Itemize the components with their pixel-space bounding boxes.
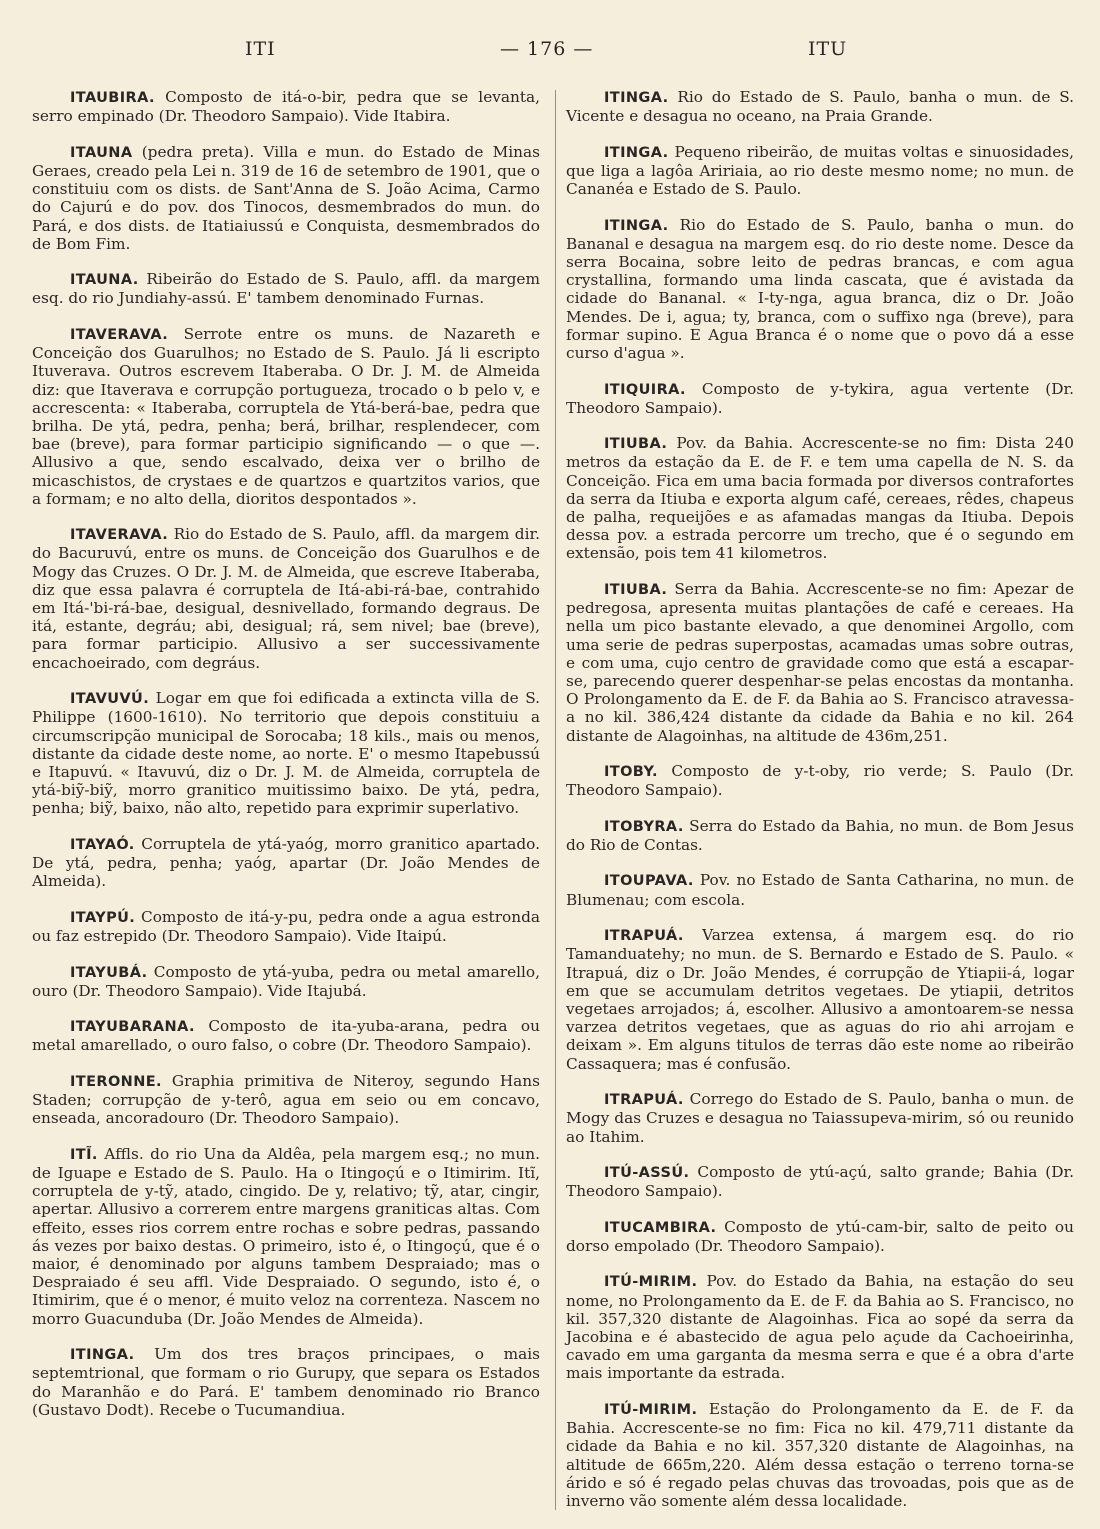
entry-text: Serra do Estado da Bahia, no mun. de Bom Jesus do Rio de Contas. [566,816,1074,854]
entry-headword: ITIUBA. [604,581,668,598]
dictionary-entry [566,926,1074,1073]
entry-headword: ITAUNA [70,144,133,161]
dictionary-entry [32,1345,540,1419]
entry-text: Composto de ita-yuba-arana, pedra ou metal amarellado, o ouro falso, o cobre (Dr. Theodoro Sampaio). [32,1017,540,1055]
dictionary-entry [566,1400,1074,1510]
dictionary-entry [566,1218,1074,1255]
dictionary-entry [32,143,540,253]
entry-headword: ITOUPAVA. [604,873,694,890]
entry-text: Graphia primitiva de Niteroy, segundo Hans Staden; corrupção de y-terô, agua em seio ou em concavo, enseada, ancoradouro (Dr. Theodoro Sampaio). [32,1071,540,1128]
entry-text: (pedra preta). Villa e mun. do Estado de Minas Geraes, creado pela Lei n. 319 de 16 de setembro de 1901, que o constituiu com os dists. de Sant'Anna de S. João Acima, Carmo do Cajurú e do pov. dos Tinocos, desmembrados do mun. do Pará, e dos dists. de Itatiaiussú e Conquista, desmembrados do de Bom Fim. [32,142,540,253]
entry-text: Serrote entre os muns. de Nazareth e Conceição dos Guarulhos; no Estado de S. Paulo. Já li escripto Ituverava. Outros escrevem Itaberaba. O Dr. J. M. de Almeida diz: que Itaverava e corrupção portugueza, trocado o b pelo v, e accrescenta: « Itaberaba, corruptela de Ytá-berá-bae, pedra que brilha. De ytá, pedra, penha; berá, brilhar, resplendecer, com bae (breve), para formar participio significando — o que —. Allusivo a que, sendo escalvado, deixa ver o brilho de micaschistos, de crystaes e de quartzos e quartzitos varios, que a formam; e no alto della, dioritos despontados ». [32,324,540,508]
entry-text: Composto de y-t-oby, rio verde; S. Paulo (Dr. Theodoro Sampaio). [566,762,1074,800]
entry-text: Corrego do Estado de S. Paulo, banha o mun. de Mogy das Cruzes e desagua no Taiassupeva-mirim, só ou reunido ao Itahim. [566,1090,1074,1146]
dictionary-entry [566,143,1074,199]
entry-headword: ITINGA. [604,90,669,106]
dictionary-entry [566,817,1074,854]
entry-headword: ITINGA. [70,1347,135,1364]
entry-headword: ITAYUBARANA. [70,1019,195,1036]
dictionary-entry [566,762,1074,799]
dictionary-entry [32,963,540,1000]
dictionary-entry [32,1145,540,1328]
running-header [0,38,1100,64]
column-divider [555,90,556,1510]
entry-headword: ITRAPUÁ. [604,1092,684,1109]
entry-headword: ITIQUIRA. [604,381,686,398]
dictionary-entry [566,380,1074,417]
entry-text: Logar em que foi edificada a extincta villa de S. Philippe (1600-1610). No territorio que depois constituiu a circumscripção municipal de Sorocaba; 18 kils., mais ou menos, distante da cidade deste nome, ao norte. E' o mesmo Itapebussú e Itapuvú. « Itavuvú, diz o Dr. J. M. de Almeida, corruptela de ytá-biỹ-biỹ, morro granitico muitissimo baixo. De ytá, pedra, penha; biỹ, baixo, não alto, repetido para exprimir superlativo. [32,689,540,818]
dictionary-entry [32,908,540,945]
entry-text: Pov. do Estado da Bahia, na estação do seu nome, no Prolongamento da E. de F. da Bahia ao S. Francisco, no kil. 357,320 distante de Alagoinhas. Fica ao sopé da serra da Jacobina e é abastecido de agua pelo açude da Cachoeirinha, cavado em uma garganta da mesma serra e que é a obra d'arte mais importante da estrada. [566,1272,1074,1383]
entry-text: Serra da Bahia. Accrescente-se no fim: Apezar de pedregosa, apresenta muitas plantações de café e cereaes. Ha nella um pico bastante elevado, a que denominei Argollo, com uma serie de pedras superpostas, acamadas umas sobre outras, e com uma, cujo centro de gravidade como que está a escapar-se, parecendo querer despenhar-se pelas encostas da montanha. O Prolongamento da E. de F. da Bahia ao S. Francisco atravessa-a no kil. 386,424 distante da cidade da Bahia e no kil. 264 distante de Alagoinhas, na altitude de 436m,251. [566,579,1074,745]
page-number: — 176 — [500,38,594,60]
header-right-guide-word: ITU [808,38,848,60]
entry-text: Pequeno ribeirão, de muitas voltas e sinuosidades, que liga a lagôa Aririaia, ao rio deste mesmo nome; no mun. de Cananéa e Estado de S. Paulo. [566,142,1074,199]
entry-text: Rio do Estado de S. Paulo, banha o mun. de S. Vicente e desagua no oceano, na Praia Grande. [566,88,1074,126]
entry-text: Pov. no Estado de Santa Catharina, no mun. de Blumenau; com escola. [566,871,1074,909]
entry-text: Composto de itá-o-bir, pedra que se levanta, serro empinado (Dr. Theodoro Sampaio). Vide Itabira. [32,88,540,126]
dictionary-entry [566,1163,1074,1200]
left-column [32,88,540,1436]
entry-headword: ITERONNE. [70,1073,162,1090]
entry-headword: ITĨ. [70,1146,98,1163]
dictionary-entry [32,525,540,672]
entry-text: Ribeirão do Estado de S. Paulo, affl. da margem esq. do rio Jundiahy-assú. E' tambem denominado Furnas. [32,270,540,308]
dictionary-entry [566,216,1074,363]
entry-text: Composto de y-tykira, agua vertente (Dr. Theodoro Sampaio). [566,379,1074,417]
dictionary-entry [32,325,540,508]
entry-headword: ITAVERAVA. [70,326,169,343]
entry-headword: ITÚ-MIRIM. [604,1274,698,1291]
dictionary-entry [566,1090,1074,1146]
entry-text: Um dos tres braços principaes, o mais septemtrional, que formam o rio Gurupy, que separa os Estados do Maranhão e do Pará. E' tambem denominado rio Branco (Gustavo Dodt). Recebe o Tucumandiua. [32,1345,540,1419]
dictionary-entry [32,689,540,817]
entry-text: Rio do Estado de S. Paulo, banha o mun. do Bananal e desagua na margem esq. do rio deste nome. Desce da serra Bocaina, sobre leito de pedras brancas, e com agua crystallina, formando uma linda cascata, que é avistada da cidade do Bananal. « I-ty-nga, agua branca, diz o Dr. João Mendes. De i, agua; ty, branca, com o suffixo nga (breve), para formar supino. E Agua Branca é o nome que o povo dá a esse curso d'agua ». [566,215,1074,363]
entry-headword: ITÚ-MIRIM. [604,1401,698,1418]
entry-text: Estação do Prolongamento da E. de F. da Bahia. Accrescente-se no fim: Fica no kil. 479,711 distante da cidade da Bahia e no kil. 357,320 distante de Alagoinhas, na altitude de 665m,220. Além dessa estação o terreno torna-se árido e só é regado pelas chuvas das trovoadas, pois que as de inverno vão somente além dessa localidade. [566,1399,1074,1510]
dictionary-entry [32,88,540,125]
entry-headword: ITOBYRA. [604,818,684,835]
entry-text: Composto de ytú-açú, salto grande; Bahia (Dr. Theodoro Sampaio). [566,1163,1074,1201]
entry-headword: ITUCAMBIRA. [604,1219,717,1236]
entry-text: Rio do Estado de S. Paulo, affl. da margem dir. do Bacuruvú, entre os muns. de Conceição dos Guarulhos e de Mogy das Cruzes. O Dr. J. M. de Almeida, que escreve Itaberaba, diz que essa palavra é corruptela de Itá-abi-rá-bae, contrahido em Itá-'bi-rá-bae, desigual, desnivellado, formando degraus. De itá, estante, degráu; abi, desigual; rá, sem nivel; bae (breve), para formar participio. Allusivo a ser successivamente encachoeirado, com degráus. [32,525,540,672]
entry-text: Composto de ytú-cam-bir, salto de peito ou dorso empolado (Dr. Theodoro Sampaio). [566,1217,1074,1255]
entry-headword: ITÚ-ASSÚ. [604,1165,690,1182]
entry-text: Varzea extensa, á margem esq. do rio Tamanduatehy; no mun. de S. Bernardo e Estado de S. Paulo. « Itrapuá, diz o Dr. João Mendes, é corrupção de Ytiapii-á, logar em que se accumulam detritos vegetaes. De ytiapii, detritos vegetaes arrojados; á, escolher. Allusivo a amontoarem-se nessa varzea detritos vegetaes, que as aguas do rio ahi arrojam e deixam ». Em alguns titulos de terras dão este nome ao ribeirão Cassaquera; mas é confusão. [566,926,1074,1073]
right-column [566,88,1074,1527]
entry-headword: ITAVUVÚ. [70,691,150,708]
entry-headword: ITOBY. [604,764,658,781]
dictionary-entry [566,434,1074,562]
entry-headword: ITIUBA. [604,436,668,453]
dictionary-entry [566,580,1074,745]
dictionary-entry [32,1017,540,1054]
header-left-guide-word: ITI [245,38,276,60]
dictionary-entry [32,270,540,307]
dictionary-entry [566,871,1074,908]
entry-headword: ITINGA. [604,144,669,161]
entry-headword: ITRAPUÁ. [604,928,684,945]
entry-text: Composto de itá-y-pu, pedra onde a agua estronda ou faz estrepido (Dr. Theodoro Sampaio). Vide Itaipú. [32,907,540,945]
dictionary-entry [32,1072,540,1128]
entry-text: Pov. da Bahia. Accrescente-se no fim: Dista 240 metros da estação da E. de F. e tem uma capella de N. S. da Conceição. Fica em uma bacia formada por diversos contrafortes da serra da Itiuba e exporta algum café, cereaes, rêdes, chapeus de palha, requeijões e as afamadas mangas da Itiuba. Depois dessa pov. a estrada percorre um trecho, que é o segundo em extensão, pois tem 41 kilometros. [566,434,1074,563]
entry-headword: ITINGA. [604,217,669,234]
entry-text: Composto de ytá-yuba, pedra ou metal amarello, ouro (Dr. Theodoro Sampaio). Vide Itajubá. [32,962,540,1000]
dictionary-entry [32,835,540,891]
entry-headword: ITAUNA. [70,272,139,289]
entry-headword: ITAUBIRA. [70,90,155,106]
entry-headword: ITAVERAVA. [70,527,169,544]
entry-headword: ITAYUBÁ. [70,964,148,981]
entry-headword: ITAYPÚ. [70,909,136,926]
dictionary-entry [566,88,1074,125]
entry-text: Corruptela de ytá-yaóg, morro granitico apartado. De ytá, pedra, penha; yaóg, apartar (Dr. João Mendes de Almeida). [32,834,540,891]
dictionary-entry [566,1272,1074,1382]
entry-headword: ITAYAÓ. [70,836,135,853]
entry-text: Affls. do rio Una da Aldêa, pela margem esq.; no mun. de Iguape e Estado de S. Paulo. Ha o Itingoçú e o Itimirim. Itĩ, corruptela de y-tỹ, atado, cingido. De y, relativo; tỹ, atar, cingir, apertar. Allusivo a correrem entre margens graniticas altas. Com effeito, esses rios correm entre rochas e sobre pedras, passando ás vezes por baixo destas. O primeiro, isto é, o Itingoçú, que é o maior, é denominado por alguns tambem Despraiado; mas o Despraiado é seu affl. Vide Despraiado. O segundo, isto é, o Itimirim, que é o menor, é muito veloz na correnteza. Nascem no morro Guacunduba (Dr. João Mendes de Almeida). [32,1144,540,1328]
